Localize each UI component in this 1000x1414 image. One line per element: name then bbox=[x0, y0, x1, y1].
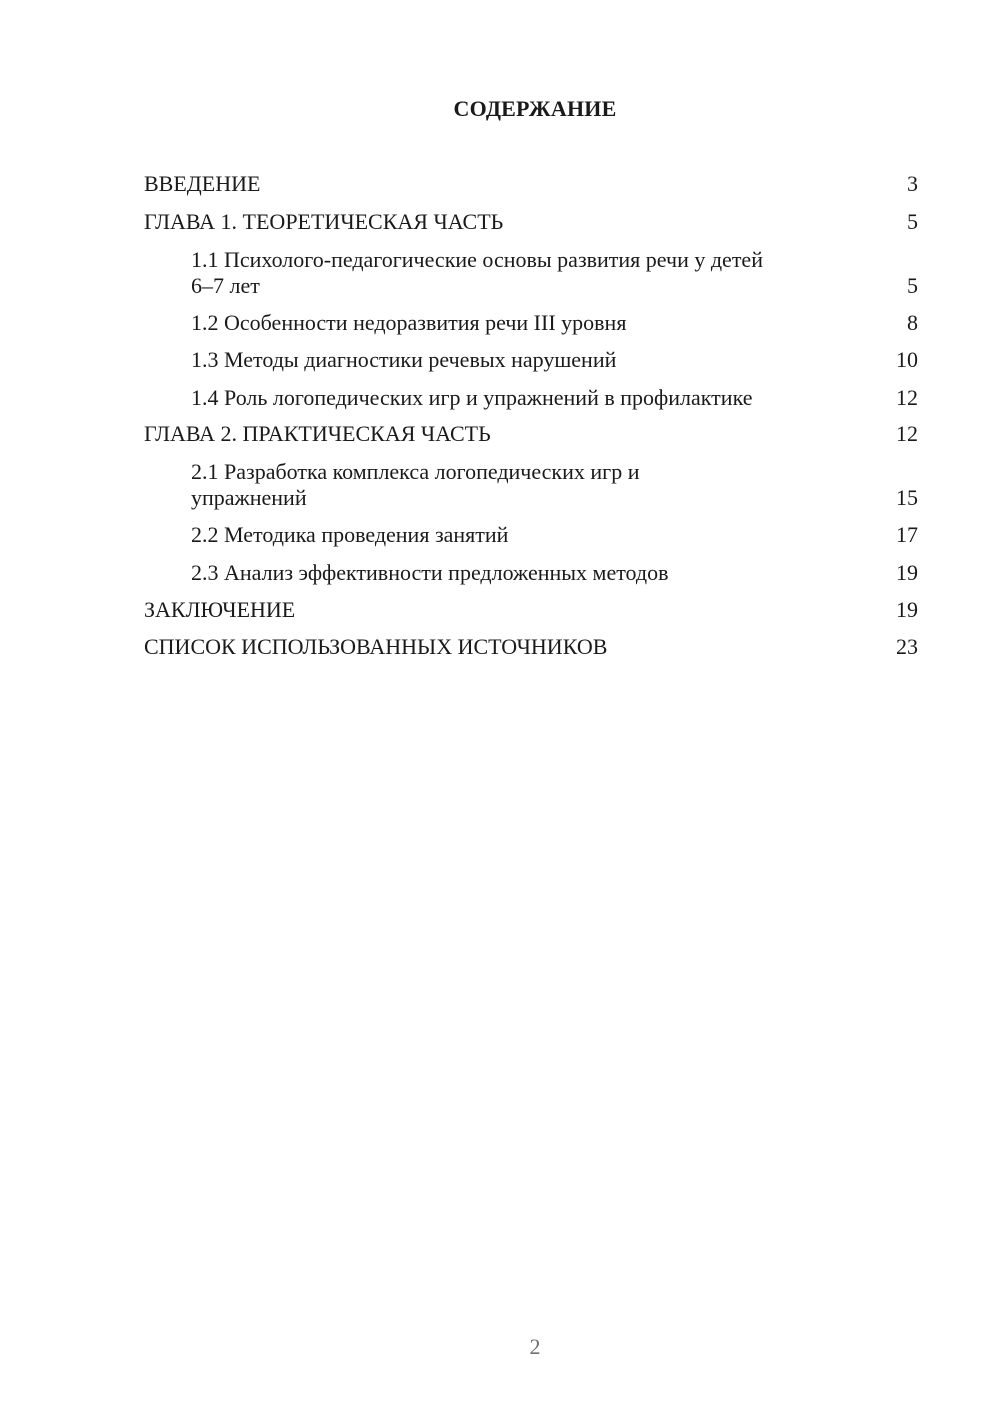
toc-entry bbox=[144, 247, 918, 299]
toc-entry bbox=[144, 459, 918, 511]
toc-entry-label: 1.3 Методы диагностики речевых нарушений bbox=[191, 347, 617, 372]
toc-entry-label: СПИСОК ИСПОЛЬЗОВАННЫХ ИСТОЧНИКОВ bbox=[144, 634, 608, 659]
toc-entry bbox=[144, 385, 918, 411]
toc-entry-page: 12 bbox=[896, 421, 918, 446]
toc-entry-page: 10 bbox=[896, 347, 918, 372]
toc-entry-page: 23 bbox=[896, 634, 918, 659]
toc-entry bbox=[144, 171, 918, 197]
toc-entry-label: 2.2 Методика проведения занятий bbox=[191, 522, 509, 547]
toc-entry bbox=[144, 209, 918, 235]
toc-entry-label: 1.4 Роль логопедических игр и упражнений в профилактике bbox=[191, 385, 753, 410]
toc-entry-page: 19 bbox=[896, 560, 918, 585]
toc-entry bbox=[144, 421, 918, 447]
toc-entry-label: ЗАКЛЮЧЕНИЕ bbox=[144, 597, 296, 622]
toc-entry-page: 17 bbox=[896, 522, 918, 547]
toc-entry bbox=[144, 310, 918, 336]
toc-entry-label: 1.1 Психолого-педагогические основы развития речи у детей 6–7 лет bbox=[191, 247, 763, 298]
toc-entry-label: ГЛАВА 1. ТЕОРЕТИЧЕСКАЯ ЧАСТЬ bbox=[144, 209, 504, 234]
toc-entry-label: 2.3 Анализ эффективности предложенных методов bbox=[191, 560, 669, 585]
toc-entry bbox=[144, 634, 918, 660]
toc-entry-page: 3 bbox=[907, 171, 918, 196]
toc-entry-page: 8 bbox=[907, 310, 918, 335]
toc-title: СОДЕРЖАНИЕ bbox=[453, 96, 617, 121]
toc-entry-page: 12 bbox=[896, 385, 918, 410]
toc-entry bbox=[144, 347, 918, 373]
toc-entry-label: 2.1 Разработка комплекса логопедических игр и упражнений bbox=[191, 459, 640, 510]
toc-entry-label: 1.2 Особенности недоразвития речи III уровня bbox=[191, 310, 627, 335]
toc-entry-label: ВВЕДЕНИЕ bbox=[144, 171, 261, 196]
toc-entry-label: ГЛАВА 2. ПРАКТИЧЕСКАЯ ЧАСТЬ bbox=[144, 421, 491, 446]
toc-entry-page: 19 bbox=[896, 597, 918, 622]
toc-entry bbox=[144, 597, 918, 623]
toc-entry bbox=[144, 560, 918, 586]
toc-entry-page: 5 bbox=[907, 209, 918, 234]
toc-entry-page: 15 bbox=[896, 485, 918, 510]
toc-entry bbox=[144, 522, 918, 548]
page-number: 2 bbox=[529, 1334, 541, 1359]
toc-entry-page: 5 bbox=[907, 273, 918, 298]
